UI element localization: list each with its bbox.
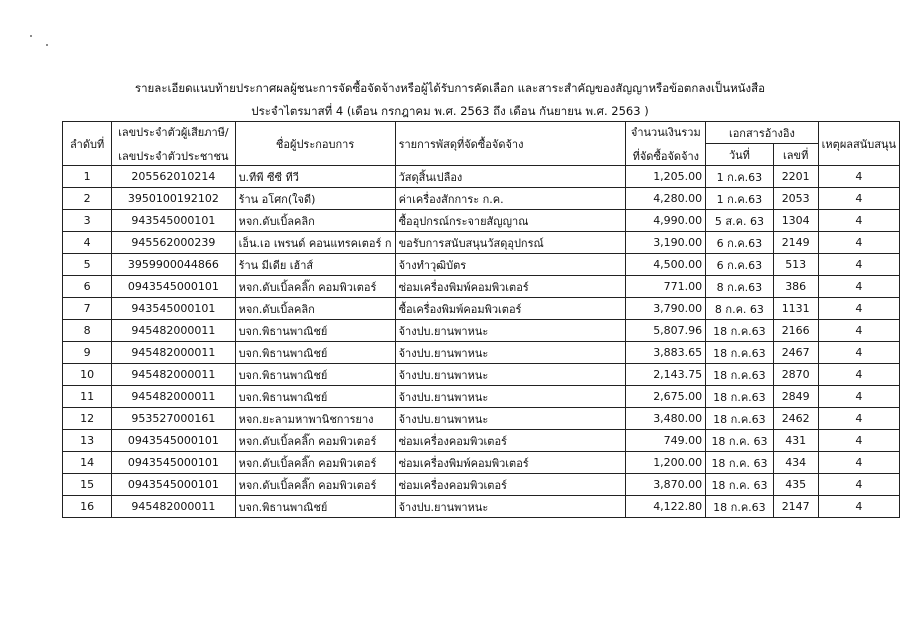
- row-reason: 4: [818, 254, 899, 276]
- row-taxid: 0943545000101: [112, 276, 235, 298]
- row-no: 14: [63, 452, 112, 474]
- header-reference: เอกสารอ้างอิง: [706, 122, 819, 144]
- row-vendor: บ.ทีพี ซีซี ทีวี: [235, 166, 395, 188]
- table-row: [63, 474, 900, 496]
- row-amount: 3,190.00: [626, 232, 706, 254]
- row-no: 5: [63, 254, 112, 276]
- row-no: 4: [63, 232, 112, 254]
- row-date: 18 ก.ค.63: [706, 496, 774, 518]
- scan-speck: [46, 44, 48, 46]
- header-vendor: ชื่อผู้ประกอบการ: [235, 122, 395, 166]
- row-date: 8 ก.ค.63: [706, 276, 774, 298]
- row-item: ขอรับการสนับสนุนวัสดุอุปกรณ์: [395, 232, 626, 254]
- row-docno: 2849: [773, 386, 818, 408]
- row-reason: 4: [818, 210, 899, 232]
- row-vendor: ร้าน อโศก(ใจดี): [235, 188, 395, 210]
- row-item: ค่าเครื่องสักการะ ก.ค.: [395, 188, 626, 210]
- row-vendor: บจก.พิธานพาณิชย์: [235, 342, 395, 364]
- header-taxid-line1: เลขประจำตัวผู้เสียภาษี/: [118, 125, 229, 139]
- header-no: ลำดับที่: [63, 122, 112, 166]
- row-vendor: หจก.ดับเบิ้ลคลิก: [235, 210, 395, 232]
- row-reason: 4: [818, 232, 899, 254]
- document-subtitle: ประจำไตรมาสที่ 4 (เดือน กรกฎาคม พ.ศ. 2563 ถึง เดือน กันยายน พ.ศ. 2563 ): [251, 104, 649, 118]
- row-reason: 4: [818, 496, 899, 518]
- row-amount: 3,480.00: [626, 408, 706, 430]
- header-reason: เหตุผลสนับสนุน: [818, 122, 899, 166]
- row-docno: 2462: [773, 408, 818, 430]
- row-date: 18 ก.ค. 63: [706, 452, 774, 474]
- table-row: [63, 320, 900, 342]
- table-row: [63, 430, 900, 452]
- header-item: รายการพัสดุที่จัดซื้อจัดจ้าง: [395, 122, 626, 166]
- row-taxid: 943545000101: [112, 210, 235, 232]
- row-item: ซ่อมเครื่องพิมพ์คอมพิวเตอร์: [395, 276, 626, 298]
- procurement-table: [62, 121, 900, 518]
- row-no: 8: [63, 320, 112, 342]
- header-docno: เลขที่: [773, 144, 818, 166]
- row-date: 6 ก.ค.63: [706, 232, 774, 254]
- row-amount: 1,200.00: [626, 452, 706, 474]
- row-date: 18 ก.ค.63: [706, 320, 774, 342]
- row-taxid: 3959900044866: [112, 254, 235, 276]
- table-row: [63, 166, 900, 188]
- row-amount: 749.00: [626, 430, 706, 452]
- row-amount: 3,790.00: [626, 298, 706, 320]
- row-no: 11: [63, 386, 112, 408]
- row-item: จ้างปบ.ยานพาหนะ: [395, 342, 626, 364]
- row-vendor: ร้าน มีเดีย เฮ้าส์: [235, 254, 395, 276]
- table-row: [63, 188, 900, 210]
- row-docno: 2053: [773, 188, 818, 210]
- row-docno: 434: [773, 452, 818, 474]
- row-date: 18 ก.ค.63: [706, 386, 774, 408]
- row-date: 8 ก.ค. 63: [706, 298, 774, 320]
- row-item: จ้างปบ.ยานพาหนะ: [395, 496, 626, 518]
- row-no: 15: [63, 474, 112, 496]
- row-vendor: หจก.ดับเบิ้ลคลิ๊ก คอมพิวเตอร์: [235, 276, 395, 298]
- table-row: [63, 232, 900, 254]
- table-row: [63, 452, 900, 474]
- row-reason: 4: [818, 452, 899, 474]
- row-reason: 4: [818, 408, 899, 430]
- row-no: 3: [63, 210, 112, 232]
- row-docno: 1131: [773, 298, 818, 320]
- row-vendor: หจก.ดับเบิ้ลคลิก: [235, 298, 395, 320]
- row-amount: 771.00: [626, 276, 706, 298]
- table-row: [63, 298, 900, 320]
- row-taxid: 945482000011: [112, 320, 235, 342]
- row-taxid: 943545000101: [112, 298, 235, 320]
- row-no: 7: [63, 298, 112, 320]
- header-amount: [626, 122, 706, 166]
- row-reason: 4: [818, 342, 899, 364]
- row-amount: 2,143.75: [626, 364, 706, 386]
- row-item: จ้างปบ.ยานพาหนะ: [395, 386, 626, 408]
- row-item: จ้างปบ.ยานพาหนะ: [395, 320, 626, 342]
- row-item: วัสดุสิ้นเปลือง: [395, 166, 626, 188]
- row-reason: 4: [818, 166, 899, 188]
- row-amount: 4,280.00: [626, 188, 706, 210]
- row-date: 1 ก.ค.63: [706, 188, 774, 210]
- table-row: [63, 408, 900, 430]
- row-no: 2: [63, 188, 112, 210]
- row-taxid: 945482000011: [112, 342, 235, 364]
- row-vendor: หจก.ยะลามหาพานิชการยาง: [235, 408, 395, 430]
- row-taxid: 945562000239: [112, 232, 235, 254]
- row-date: 18 ก.ค. 63: [706, 474, 774, 496]
- row-no: 16: [63, 496, 112, 518]
- row-date: 5 ส.ค. 63: [706, 210, 774, 232]
- row-reason: 4: [818, 276, 899, 298]
- row-reason: 4: [818, 430, 899, 452]
- row-docno: 2467: [773, 342, 818, 364]
- row-reason: 4: [818, 364, 899, 386]
- row-vendor: หจก.ดับเบิ้ลคลิ๊ก คอมพิวเตอร์: [235, 452, 395, 474]
- row-vendor: เอ็น.เอ เพรนด์ คอนแทรคเตอร์ ก: [235, 232, 395, 254]
- row-item: ซ่อมเครื่องพิมพ์คอมพิวเตอร์: [395, 452, 626, 474]
- row-no: 10: [63, 364, 112, 386]
- table-row: [63, 254, 900, 276]
- row-taxid: 0943545000101: [112, 452, 235, 474]
- row-date: 18 ก.ค.63: [706, 342, 774, 364]
- table-row: [63, 496, 900, 518]
- table-row: [63, 342, 900, 364]
- row-docno: 435: [773, 474, 818, 496]
- table-row: [63, 276, 900, 298]
- row-taxid: 0943545000101: [112, 474, 235, 496]
- row-reason: 4: [818, 386, 899, 408]
- row-date: 18 ก.ค.63: [706, 408, 774, 430]
- row-no: 12: [63, 408, 112, 430]
- row-docno: 431: [773, 430, 818, 452]
- header-amount-line1: จำนวนเงินรวม: [630, 125, 701, 139]
- row-no: 1: [63, 166, 112, 188]
- row-date: 1 ก.ค.63: [706, 166, 774, 188]
- row-docno: 513: [773, 254, 818, 276]
- row-amount: 5,807.96: [626, 320, 706, 342]
- row-item: ซื้ออุปกรณ์กระจายสัญญาณ: [395, 210, 626, 232]
- row-docno: 1304: [773, 210, 818, 232]
- table-row: [63, 386, 900, 408]
- row-docno: 2149: [773, 232, 818, 254]
- row-vendor: บจก.พิธานพาณิชย์: [235, 386, 395, 408]
- row-reason: 4: [818, 320, 899, 342]
- row-vendor: หจก.ดับเบิ้ลคลิ๊ก คอมพิวเตอร์: [235, 474, 395, 496]
- document-title: รายละเอียดแนบท้ายประกาศผลผู้ชนะการจัดซื้อจัดจ้างหรือผู้ได้รับการคัดเลือก และสาระสำคัญของสัญญาหรือข้อตกลงเป็นหนังสือ: [134, 81, 766, 95]
- row-no: 9: [63, 342, 112, 364]
- row-docno: 2166: [773, 320, 818, 342]
- row-amount: 2,675.00: [626, 386, 706, 408]
- row-taxid: 953527000161: [112, 408, 235, 430]
- row-docno: 2147: [773, 496, 818, 518]
- row-taxid: 205562010214: [112, 166, 235, 188]
- row-vendor: บจก.พิธานพาณิชย์: [235, 364, 395, 386]
- row-no: 6: [63, 276, 112, 298]
- row-taxid: 0943545000101: [112, 430, 235, 452]
- row-vendor: หจก.ดับเบิ้ลคลิ๊ก คอมพิวเตอร์: [235, 430, 395, 452]
- row-amount: 4,500.00: [626, 254, 706, 276]
- row-docno: 386: [773, 276, 818, 298]
- header-taxid: [112, 122, 235, 166]
- row-amount: 4,122.80: [626, 496, 706, 518]
- table-row: [63, 364, 900, 386]
- row-vendor: บจก.พิธานพาณิชย์: [235, 496, 395, 518]
- row-reason: 4: [818, 474, 899, 496]
- row-item: จ้างปบ.ยานพาหนะ: [395, 364, 626, 386]
- scan-speck: [30, 35, 32, 37]
- row-date: 18 ก.ค. 63: [706, 430, 774, 452]
- row-taxid: 945482000011: [112, 496, 235, 518]
- row-docno: 2870: [773, 364, 818, 386]
- row-amount: 4,990.00: [626, 210, 706, 232]
- row-date: 6 ก.ค.63: [706, 254, 774, 276]
- row-item: ซ่อมเครื่องคอมพิวเตอร์: [395, 430, 626, 452]
- row-docno: 2201: [773, 166, 818, 188]
- row-item: ซื้อเครื่องพิมพ์คอมพิวเตอร์: [395, 298, 626, 320]
- row-amount: 1,205.00: [626, 166, 706, 188]
- row-amount: 3,870.00: [626, 474, 706, 496]
- table-row: [63, 210, 900, 232]
- row-date: 18 ก.ค.63: [706, 364, 774, 386]
- row-vendor: บจก.พิธานพาณิชย์: [235, 320, 395, 342]
- row-reason: 4: [818, 298, 899, 320]
- header-amount-line2: ที่จัดซื้อจัดจ้าง: [632, 149, 700, 163]
- header-date: วันที่: [706, 144, 774, 166]
- header-taxid-line2: เลขประจำตัวประชาชน: [118, 149, 229, 163]
- row-taxid: 3950100192102: [112, 188, 235, 210]
- row-taxid: 945482000011: [112, 364, 235, 386]
- row-item: จ้างปบ.ยานพาหนะ: [395, 408, 626, 430]
- row-item: จ้างทำวุฒิบัตร: [395, 254, 626, 276]
- row-no: 13: [63, 430, 112, 452]
- row-reason: 4: [818, 188, 899, 210]
- row-taxid: 945482000011: [112, 386, 235, 408]
- row-amount: 3,883.65: [626, 342, 706, 364]
- row-item: ซ่อมเครื่องคอมพิวเตอร์: [395, 474, 626, 496]
